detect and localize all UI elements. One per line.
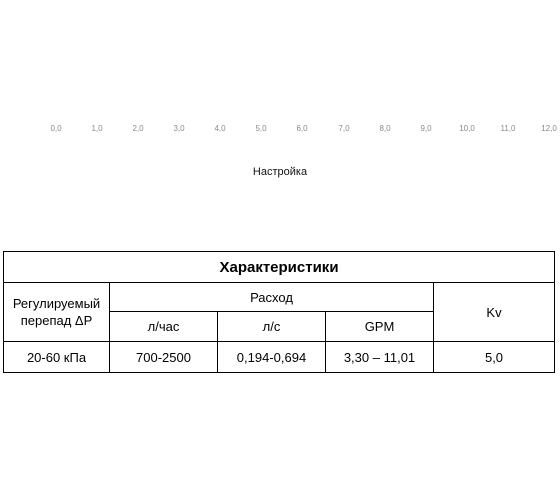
pressure-header: Регулируемый перепад ΔP [4, 283, 110, 342]
kv-header: Kv [434, 283, 555, 342]
specifications-table [3, 251, 555, 373]
axis-tick: 9,0 [420, 124, 432, 133]
axis-tick: 7,0 [338, 124, 350, 133]
axis-tick: 8,0 [379, 124, 391, 133]
axis-tick: 0,0 [50, 124, 62, 133]
flow-gpm-value: 3,30 – 11,01 [326, 342, 434, 373]
pressure-value: 20-60 кПа [4, 342, 110, 373]
axis-tick: 12,0 [541, 124, 557, 133]
flow-lph-value: 700-2500 [110, 342, 218, 373]
axis-tick: 6,0 [296, 124, 308, 133]
axis-tick: 4,0 [214, 124, 226, 133]
axis-title: Настройка [252, 166, 308, 178]
setting-axis [0, 124, 560, 138]
axis-tick: 1,0 [91, 124, 103, 133]
table-title: Характеристики [4, 252, 555, 283]
axis-tick: 3,0 [173, 124, 185, 133]
unit-lph-header: л/час [110, 312, 218, 342]
unit-gpm-header: GPM [326, 312, 434, 342]
axis-tick: 2,0 [132, 124, 144, 133]
axis-tick: 10,0 [459, 124, 475, 133]
table-row [4, 342, 555, 373]
unit-lps-header: л/с [218, 312, 326, 342]
axis-tick: 5,0 [255, 124, 267, 133]
flow-lps-value: 0,194-0,694 [218, 342, 326, 373]
axis-tick: 11,0 [500, 124, 516, 133]
kv-value: 5,0 [434, 342, 555, 373]
flow-header: Расход [110, 283, 434, 312]
